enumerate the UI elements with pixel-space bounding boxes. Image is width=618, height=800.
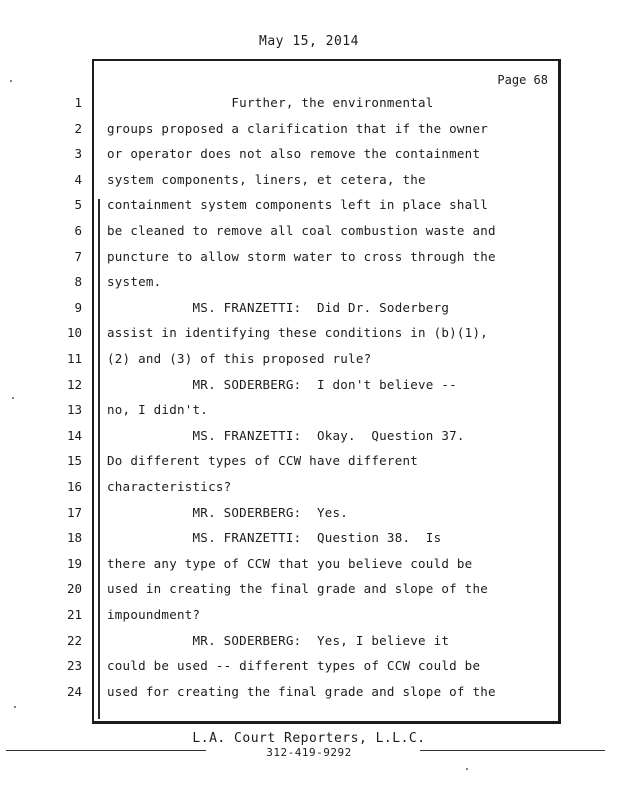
line-number: 20	[66, 581, 82, 596]
transcript-line: MS. FRANZETTI: Okay. Question 37.	[107, 428, 465, 443]
scan-speck	[14, 706, 16, 708]
court-reporter-phone: 312-419-9292	[266, 746, 352, 759]
transcript-line: no, I didn't.	[107, 402, 209, 417]
line-number: 3	[74, 146, 82, 161]
transcript-line: or operator does not also remove the containment	[107, 146, 481, 161]
line-number: 18	[66, 530, 82, 545]
line-number: 22	[66, 633, 82, 648]
transcript-line: be cleaned to remove all coal combustion waste and	[107, 223, 496, 238]
line-number: 16	[66, 479, 82, 494]
transcript-line: puncture to allow storm water to cross through the	[107, 249, 496, 264]
scan-speck	[12, 397, 14, 399]
court-reporter-name: L.A. Court Reporters, L.L.C.	[192, 731, 426, 746]
line-number: 7	[74, 249, 82, 264]
line-number: 1	[74, 95, 82, 110]
scan-speck	[466, 768, 468, 770]
page-number: Page 68	[497, 73, 548, 87]
line-number: 23	[66, 658, 82, 673]
transcript-line: assist in identifying these conditions in (b)(1),	[107, 325, 489, 340]
margin-rule	[98, 199, 100, 719]
line-number: 6	[74, 223, 82, 238]
transcript-line: MS. FRANZETTI: Question 38. Is	[107, 530, 442, 545]
line-number: 2	[74, 121, 82, 136]
transcript-date: May 15, 2014	[259, 34, 359, 49]
transcript-line: impoundment?	[107, 607, 201, 622]
transcript-line: containment system components left in place shall	[107, 197, 489, 212]
line-number: 12	[66, 377, 82, 392]
line-number: 24	[66, 684, 82, 699]
transcript-line: system.	[107, 274, 162, 289]
line-number: 10	[66, 325, 82, 340]
line-number: 14	[66, 428, 82, 443]
transcript-line: MR. SODERBERG: Yes, I believe it	[107, 633, 450, 648]
line-number: 17	[66, 505, 82, 520]
transcript-line: used in creating the final grade and slope of the	[107, 581, 489, 596]
scan-speck	[10, 80, 12, 82]
transcript-line: MS. FRANZETTI: Did Dr. Soderberg	[107, 300, 450, 315]
transcript-line: used for creating the final grade and slope of the	[107, 684, 496, 699]
transcript-line: system components, liners, et cetera, the	[107, 172, 426, 187]
line-number: 21	[66, 607, 82, 622]
line-number: 5	[74, 197, 82, 212]
transcript-line: MR. SODERBERG: Yes.	[107, 505, 349, 520]
transcript-line: characteristics?	[107, 479, 232, 494]
line-number: 15	[66, 453, 82, 468]
transcript-line: (2) and (3) of this proposed rule?	[107, 351, 372, 366]
line-number: 19	[66, 556, 82, 571]
transcript-line: MR. SODERBERG: I don't believe --	[107, 377, 457, 392]
transcript-line: Further, the environmental	[107, 95, 434, 110]
transcript-line: there any type of CCW that you believe could be	[107, 556, 473, 571]
transcript-line: groups proposed a clarification that if the owner	[107, 121, 489, 136]
line-number: 4	[74, 172, 82, 187]
line-number: 11	[66, 351, 82, 366]
transcript-line: could be used -- different types of CCW could be	[107, 658, 481, 673]
line-number: 8	[74, 274, 82, 289]
line-number: 9	[74, 300, 82, 315]
line-number: 13	[66, 402, 82, 417]
transcript-line: Do different types of CCW have different	[107, 453, 419, 468]
